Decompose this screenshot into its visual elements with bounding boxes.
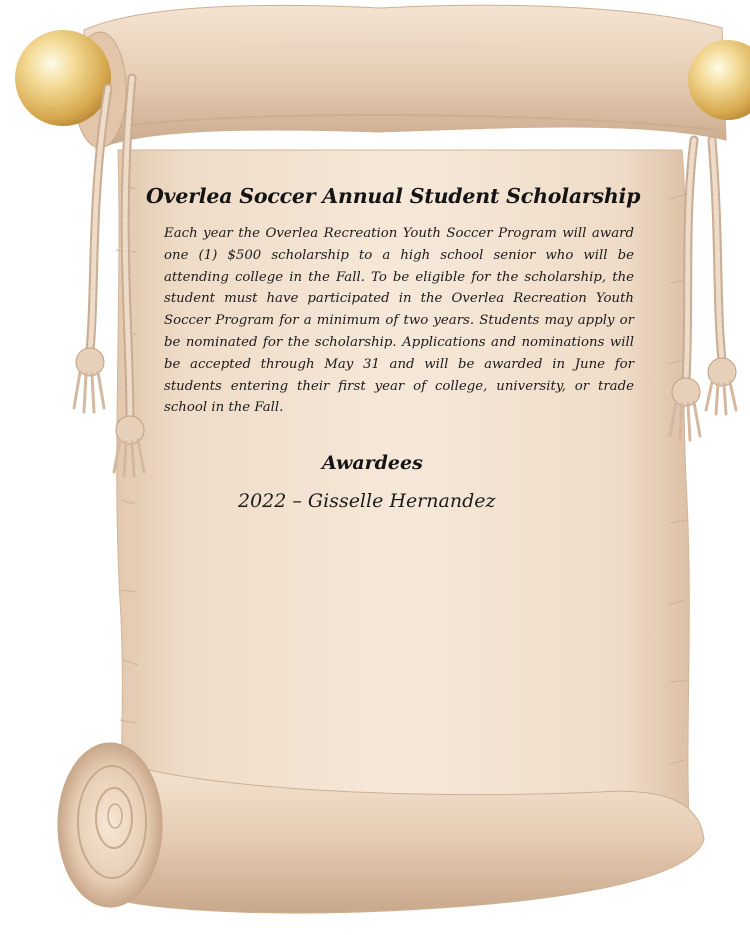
scholarship-title: Overlea Soccer Annual Student Scholarship [146,184,641,208]
awardee-entry: 2022 – Gisselle Hernandez [238,490,496,512]
gold-ball-left [15,30,111,126]
scholarship-description: Each year the Overlea Recreation Youth Soccer Program will award one (1) $500 scholarship to a high school senior who will be attending college in the Fall. To be eligible for the scholarship, the student must have participated in the Overlea Recreation Youth Soccer Program for a minimum of two years. Students may apply or be nominated for the scholarship. Applications and nominations will be accepted through May 31 and will be awarded in June for students entering their first year of college, university, or trade school in the Fall. [164,226,634,416]
awardees-heading: Awardees [322,452,423,474]
top-scroll-roll [74,5,726,150]
